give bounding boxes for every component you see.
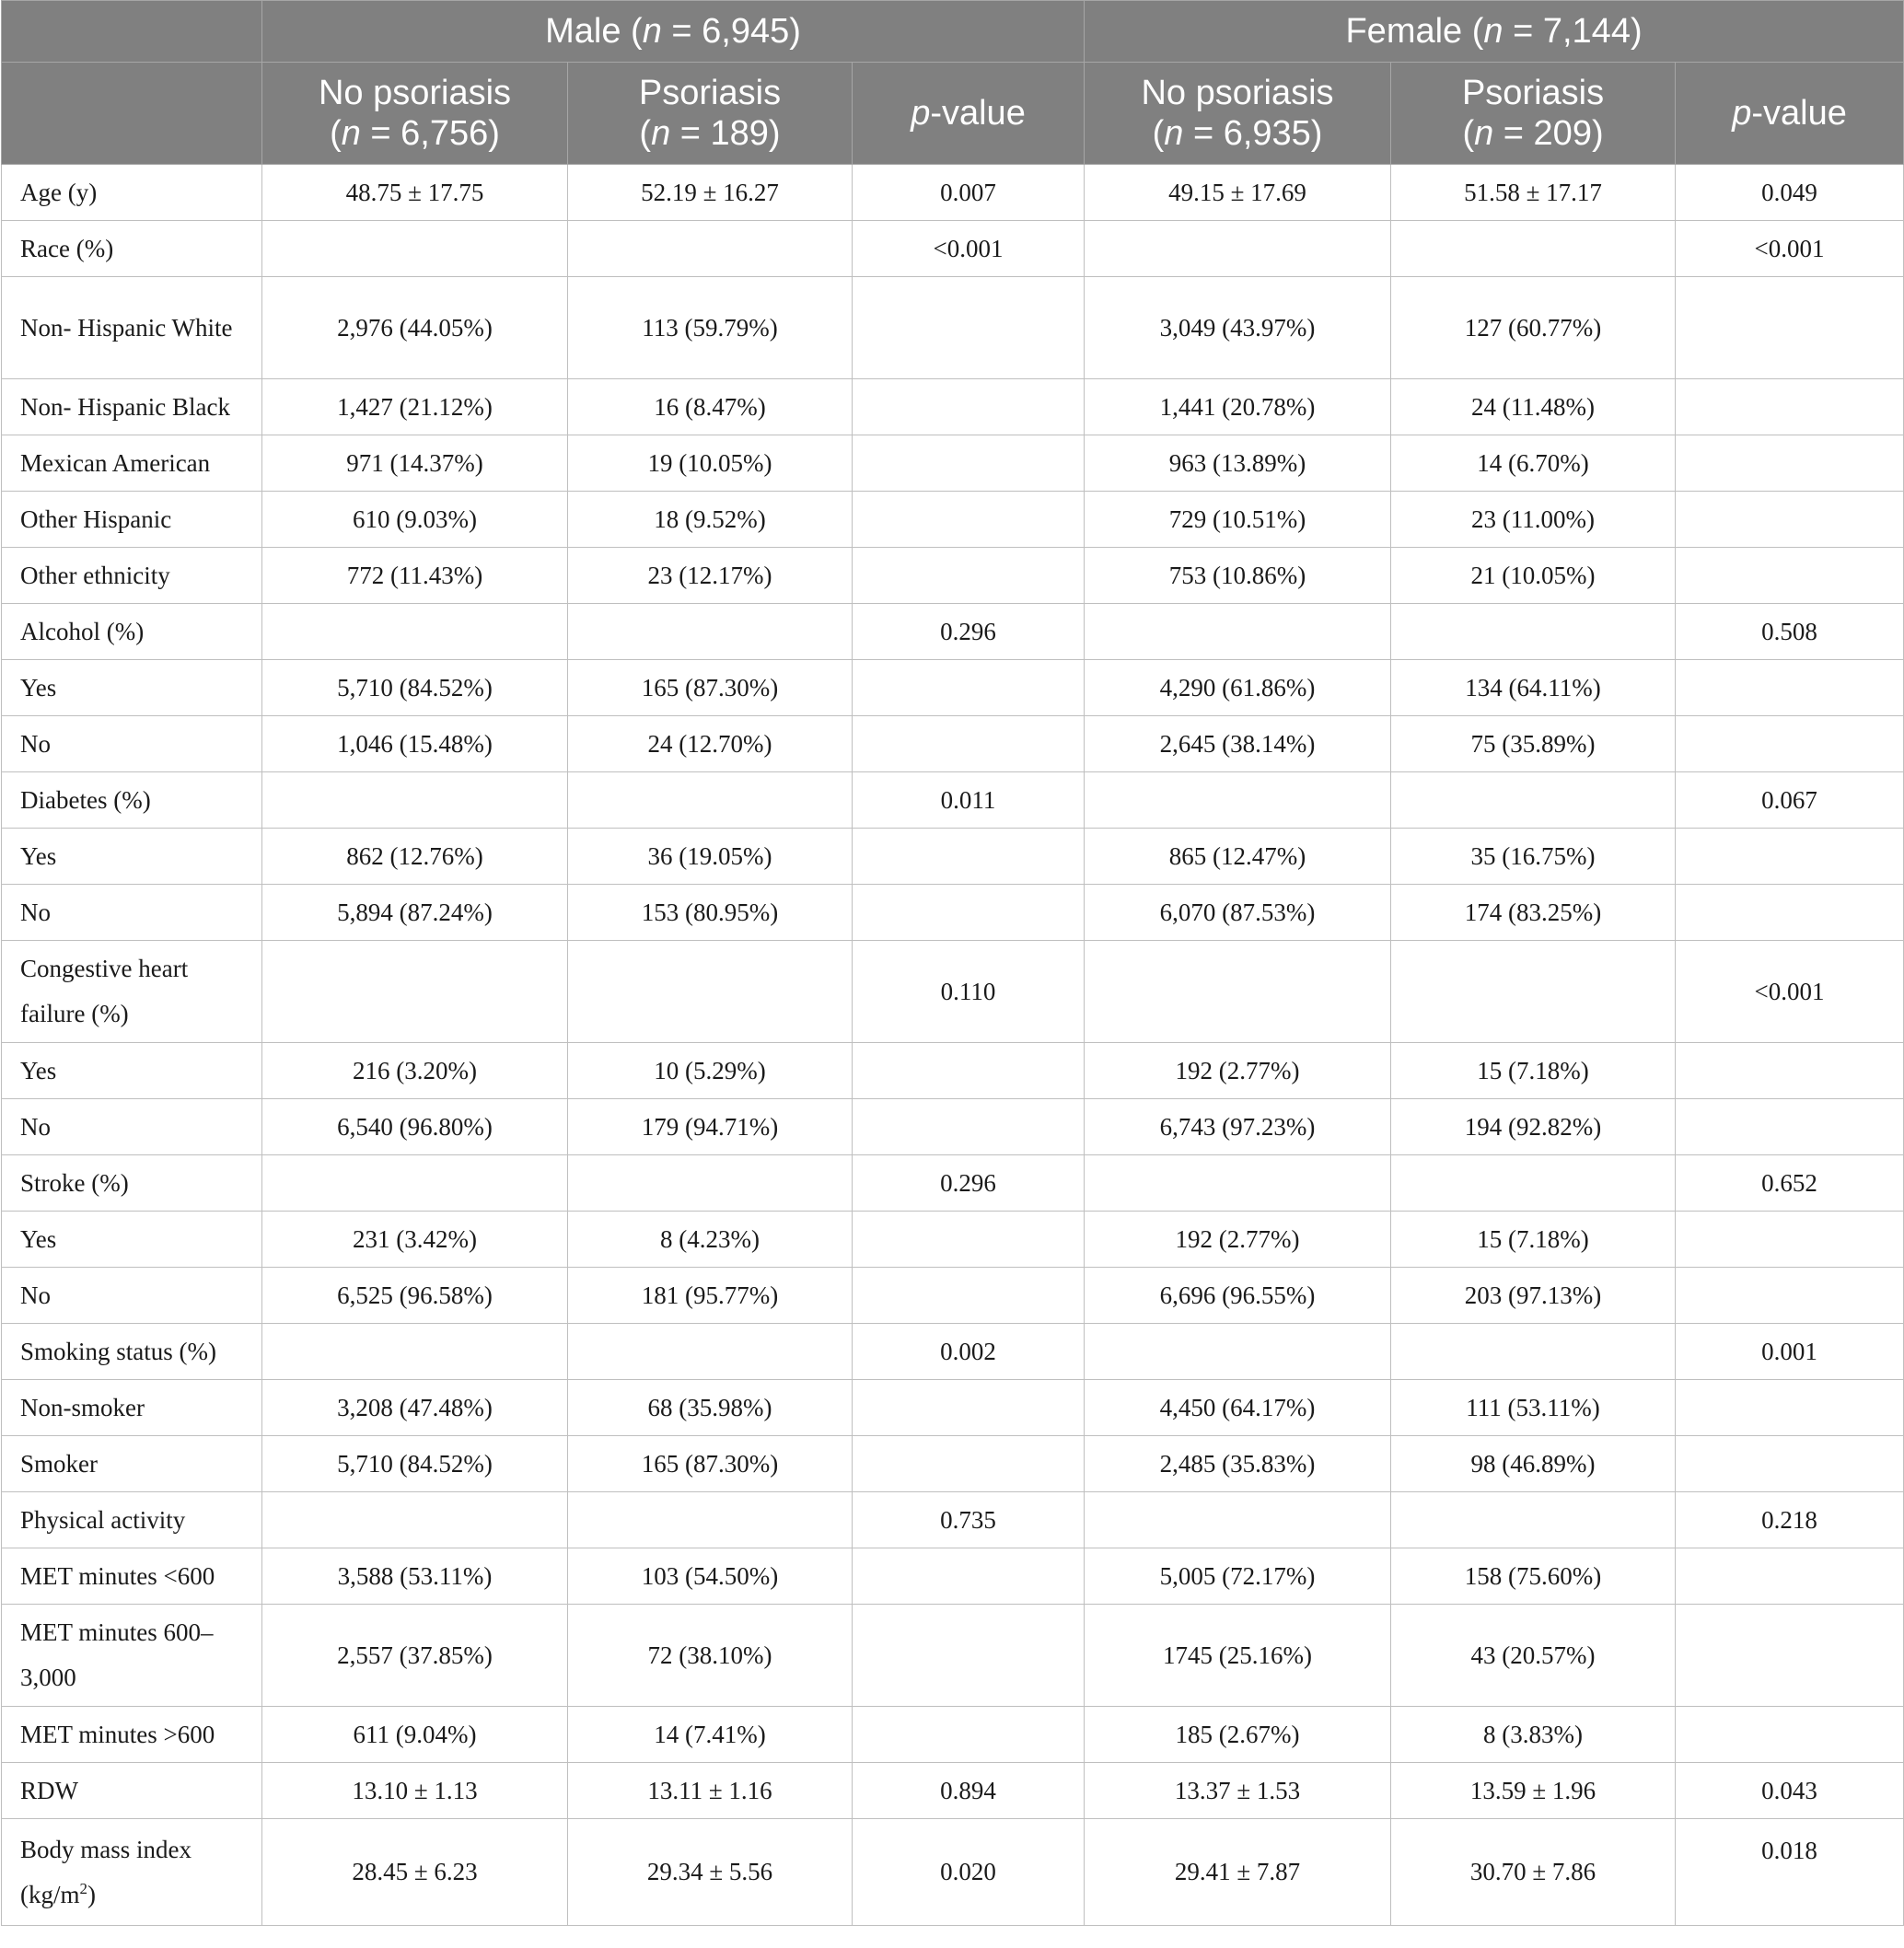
cell-male-p-value bbox=[853, 492, 1085, 548]
cell-male-psoriasis: 10 (5.29%) bbox=[568, 1043, 853, 1099]
cell-female-psoriasis: 203 (97.13%) bbox=[1391, 1268, 1676, 1324]
cell-male-p-value bbox=[853, 1707, 1085, 1763]
cell-male-psoriasis bbox=[568, 604, 853, 660]
table-row bbox=[2, 660, 1904, 716]
cell-female-psoriasis: 8 (3.83%) bbox=[1391, 1707, 1676, 1763]
cell-female-psoriasis bbox=[1391, 941, 1676, 1043]
cell-female-p-value bbox=[1676, 829, 1904, 885]
table-row bbox=[2, 1763, 1904, 1819]
cell-male-no-psoriasis: 1,046 (15.48%) bbox=[262, 716, 568, 772]
table-row bbox=[2, 885, 1904, 941]
cell-female-p-value: <0.001 bbox=[1676, 941, 1904, 1043]
cell-male-p-value bbox=[853, 1436, 1085, 1492]
cell-male-psoriasis: 181 (95.77%) bbox=[568, 1268, 853, 1324]
cell-male-no-psoriasis bbox=[262, 1324, 568, 1380]
row-label: No bbox=[2, 885, 262, 941]
cell-male-p-value bbox=[853, 716, 1085, 772]
cell-male-psoriasis: 16 (8.47%) bbox=[568, 379, 853, 435]
cell-female-no-psoriasis: 963 (13.89%) bbox=[1085, 435, 1391, 492]
cell-female-p-value: 0.218 bbox=[1676, 1492, 1904, 1548]
cell-male-no-psoriasis bbox=[262, 1155, 568, 1212]
cell-male-no-psoriasis: 611 (9.04%) bbox=[262, 1707, 568, 1763]
cell-female-psoriasis: 43 (20.57%) bbox=[1391, 1605, 1676, 1707]
row-label: Other ethnicity bbox=[2, 548, 262, 604]
cell-female-psoriasis: 134 (64.11%) bbox=[1391, 660, 1676, 716]
cell-male-p-value bbox=[853, 1212, 1085, 1268]
cell-male-psoriasis: 19 (10.05%) bbox=[568, 435, 853, 492]
table-row bbox=[2, 716, 1904, 772]
cell-female-p-value bbox=[1676, 1548, 1904, 1605]
cell-male-psoriasis: 18 (9.52%) bbox=[568, 492, 853, 548]
cell-male-psoriasis: 103 (54.50%) bbox=[568, 1548, 853, 1605]
cell-female-p-value bbox=[1676, 492, 1904, 548]
table-header bbox=[2, 1, 1904, 165]
header-male-no-psoriasis: No psoriasis (n = 6,756) bbox=[262, 63, 568, 165]
cell-female-psoriasis: 75 (35.89%) bbox=[1391, 716, 1676, 772]
cell-female-psoriasis: 194 (92.82%) bbox=[1391, 1099, 1676, 1155]
cell-female-p-value bbox=[1676, 379, 1904, 435]
header-group-male: Male (n = 6,945) bbox=[262, 1, 1085, 63]
cell-female-no-psoriasis: 192 (2.77%) bbox=[1085, 1043, 1391, 1099]
cell-female-no-psoriasis: 49.15 ± 17.69 bbox=[1085, 165, 1391, 221]
cell-male-p-value: <0.001 bbox=[853, 221, 1085, 277]
table-row bbox=[2, 221, 1904, 277]
cell-male-p-value: 0.894 bbox=[853, 1763, 1085, 1819]
table-row bbox=[2, 492, 1904, 548]
cell-female-no-psoriasis: 2,645 (38.14%) bbox=[1085, 716, 1391, 772]
cell-male-psoriasis: 68 (35.98%) bbox=[568, 1380, 853, 1436]
row-label: Non-smoker bbox=[2, 1380, 262, 1436]
table-row bbox=[2, 1043, 1904, 1099]
cell-male-p-value bbox=[853, 1380, 1085, 1436]
cell-female-no-psoriasis: 729 (10.51%) bbox=[1085, 492, 1391, 548]
header-male-psoriasis: Psoriasis (n = 189) bbox=[568, 63, 853, 165]
cell-male-p-value: 0.011 bbox=[853, 772, 1085, 829]
cell-male-p-value: 0.735 bbox=[853, 1492, 1085, 1548]
cell-female-psoriasis: 51.58 ± 17.17 bbox=[1391, 165, 1676, 221]
cell-female-psoriasis: 174 (83.25%) bbox=[1391, 885, 1676, 941]
table-row bbox=[2, 379, 1904, 435]
cell-male-no-psoriasis: 5,894 (87.24%) bbox=[262, 885, 568, 941]
row-label: Age (y) bbox=[2, 165, 262, 221]
cell-female-p-value: <0.001 bbox=[1676, 221, 1904, 277]
cell-female-p-value bbox=[1676, 1212, 1904, 1268]
table-row bbox=[2, 772, 1904, 829]
cell-female-psoriasis: 24 (11.48%) bbox=[1391, 379, 1676, 435]
row-label: No bbox=[2, 1099, 262, 1155]
row-label: RDW bbox=[2, 1763, 262, 1819]
row-label: Diabetes (%) bbox=[2, 772, 262, 829]
cell-female-no-psoriasis bbox=[1085, 1155, 1391, 1212]
table-row bbox=[2, 1268, 1904, 1324]
cell-female-p-value bbox=[1676, 1707, 1904, 1763]
row-label: Congestive heart failure (%) bbox=[2, 941, 262, 1043]
cell-male-no-psoriasis: 2,557 (37.85%) bbox=[262, 1605, 568, 1707]
row-label: Smoking status (%) bbox=[2, 1324, 262, 1380]
cell-male-p-value bbox=[853, 885, 1085, 941]
cell-male-no-psoriasis: 28.45 ± 6.23 bbox=[262, 1819, 568, 1926]
cell-male-p-value: 0.002 bbox=[853, 1324, 1085, 1380]
cell-male-p-value bbox=[853, 1605, 1085, 1707]
cell-male-p-value bbox=[853, 1099, 1085, 1155]
row-label: Yes bbox=[2, 1212, 262, 1268]
cell-female-no-psoriasis: 5,005 (72.17%) bbox=[1085, 1548, 1391, 1605]
cell-male-p-value bbox=[853, 1268, 1085, 1324]
row-label: MET minutes <600 bbox=[2, 1548, 262, 1605]
table-row-body-mass-index bbox=[2, 1819, 1904, 1926]
cell-female-p-value: 0.652 bbox=[1676, 1155, 1904, 1212]
cell-male-psoriasis: 52.19 ± 16.27 bbox=[568, 165, 853, 221]
cell-female-no-psoriasis: 1745 (25.16%) bbox=[1085, 1605, 1391, 1707]
cell-female-psoriasis bbox=[1391, 1155, 1676, 1212]
characteristics-table bbox=[1, 0, 1904, 1926]
cell-male-psoriasis: 13.11 ± 1.16 bbox=[568, 1763, 853, 1819]
cell-male-p-value: 0.007 bbox=[853, 165, 1085, 221]
header-female-psoriasis: Psoriasis (n = 209) bbox=[1391, 63, 1676, 165]
cell-female-psoriasis: 14 (6.70%) bbox=[1391, 435, 1676, 492]
row-label: MET minutes 600–3,000 bbox=[2, 1605, 262, 1707]
cell-female-p-value: 0.018 bbox=[1676, 1819, 1904, 1926]
header-blank-cell bbox=[2, 63, 262, 165]
cell-female-p-value bbox=[1676, 1268, 1904, 1324]
cell-male-no-psoriasis: 772 (11.43%) bbox=[262, 548, 568, 604]
cell-male-no-psoriasis: 5,710 (84.52%) bbox=[262, 1436, 568, 1492]
row-label: Alcohol (%) bbox=[2, 604, 262, 660]
table-row bbox=[2, 1099, 1904, 1155]
cell-female-p-value bbox=[1676, 277, 1904, 379]
cell-female-psoriasis: 158 (75.60%) bbox=[1391, 1548, 1676, 1605]
cell-female-no-psoriasis bbox=[1085, 772, 1391, 829]
cell-male-p-value: 0.296 bbox=[853, 604, 1085, 660]
header-row-subcolumns bbox=[2, 63, 1904, 165]
row-label: Non- Hispanic Black bbox=[2, 379, 262, 435]
cell-female-no-psoriasis: 192 (2.77%) bbox=[1085, 1212, 1391, 1268]
cell-male-no-psoriasis: 971 (14.37%) bbox=[262, 435, 568, 492]
cell-male-psoriasis: 36 (19.05%) bbox=[568, 829, 853, 885]
cell-male-p-value: 0.110 bbox=[853, 941, 1085, 1043]
cell-female-no-psoriasis: 753 (10.86%) bbox=[1085, 548, 1391, 604]
cell-male-psoriasis: 8 (4.23%) bbox=[568, 1212, 853, 1268]
cell-female-p-value bbox=[1676, 885, 1904, 941]
cell-female-no-psoriasis: 6,070 (87.53%) bbox=[1085, 885, 1391, 941]
cell-male-psoriasis: 179 (94.71%) bbox=[568, 1099, 853, 1155]
cell-female-psoriasis: 127 (60.77%) bbox=[1391, 277, 1676, 379]
row-label: Physical activity bbox=[2, 1492, 262, 1548]
table-row bbox=[2, 1155, 1904, 1212]
table-row bbox=[2, 1324, 1904, 1380]
cell-male-psoriasis: 153 (80.95%) bbox=[568, 885, 853, 941]
cell-male-no-psoriasis: 231 (3.42%) bbox=[262, 1212, 568, 1268]
cell-male-no-psoriasis: 3,208 (47.48%) bbox=[262, 1380, 568, 1436]
table-row bbox=[2, 1548, 1904, 1605]
cell-female-p-value: 0.067 bbox=[1676, 772, 1904, 829]
cell-female-no-psoriasis: 29.41 ± 7.87 bbox=[1085, 1819, 1391, 1926]
row-label: MET minutes >600 bbox=[2, 1707, 262, 1763]
cell-female-no-psoriasis: 3,049 (43.97%) bbox=[1085, 277, 1391, 379]
cell-female-no-psoriasis bbox=[1085, 221, 1391, 277]
cell-male-psoriasis: 165 (87.30%) bbox=[568, 1436, 853, 1492]
table-row bbox=[2, 277, 1904, 379]
cell-female-psoriasis bbox=[1391, 1324, 1676, 1380]
cell-female-psoriasis: 30.70 ± 7.86 bbox=[1391, 1819, 1676, 1926]
cell-female-no-psoriasis: 6,743 (97.23%) bbox=[1085, 1099, 1391, 1155]
cell-male-no-psoriasis: 48.75 ± 17.75 bbox=[262, 165, 568, 221]
cell-male-p-value bbox=[853, 379, 1085, 435]
row-label: Smoker bbox=[2, 1436, 262, 1492]
cell-female-no-psoriasis: 185 (2.67%) bbox=[1085, 1707, 1391, 1763]
cell-male-p-value bbox=[853, 548, 1085, 604]
cell-female-psoriasis bbox=[1391, 1492, 1676, 1548]
cell-female-p-value bbox=[1676, 716, 1904, 772]
cell-male-p-value bbox=[853, 435, 1085, 492]
row-label: Race (%) bbox=[2, 221, 262, 277]
row-label: No bbox=[2, 716, 262, 772]
cell-male-no-psoriasis: 862 (12.76%) bbox=[262, 829, 568, 885]
cell-male-psoriasis: 113 (59.79%) bbox=[568, 277, 853, 379]
cell-male-no-psoriasis: 2,976 (44.05%) bbox=[262, 277, 568, 379]
cell-female-psoriasis: 35 (16.75%) bbox=[1391, 829, 1676, 885]
cell-female-no-psoriasis bbox=[1085, 1492, 1391, 1548]
cell-male-p-value: 0.296 bbox=[853, 1155, 1085, 1212]
table-row bbox=[2, 829, 1904, 885]
cell-female-psoriasis: 15 (7.18%) bbox=[1391, 1043, 1676, 1099]
cell-female-p-value bbox=[1676, 1380, 1904, 1436]
cell-male-psoriasis bbox=[568, 1155, 853, 1212]
cell-female-psoriasis bbox=[1391, 772, 1676, 829]
cell-male-psoriasis: 72 (38.10%) bbox=[568, 1605, 853, 1707]
cell-female-p-value bbox=[1676, 1099, 1904, 1155]
cell-male-psoriasis bbox=[568, 1324, 853, 1380]
header-blank-cell bbox=[2, 1, 262, 63]
cell-male-no-psoriasis bbox=[262, 941, 568, 1043]
cell-female-p-value: 0.043 bbox=[1676, 1763, 1904, 1819]
cell-male-psoriasis: 165 (87.30%) bbox=[568, 660, 853, 716]
cell-male-no-psoriasis bbox=[262, 1492, 568, 1548]
cell-female-p-value: 0.001 bbox=[1676, 1324, 1904, 1380]
cell-male-p-value bbox=[853, 829, 1085, 885]
header-female-p-value: p-value bbox=[1676, 63, 1904, 165]
cell-female-p-value: 0.508 bbox=[1676, 604, 1904, 660]
cell-female-no-psoriasis: 1,441 (20.78%) bbox=[1085, 379, 1391, 435]
row-label: Non- Hispanic White bbox=[2, 277, 262, 379]
cell-male-no-psoriasis bbox=[262, 221, 568, 277]
row-label: Stroke (%) bbox=[2, 1155, 262, 1212]
row-label: Other Hispanic bbox=[2, 492, 262, 548]
table-row bbox=[2, 165, 1904, 221]
cell-male-p-value bbox=[853, 660, 1085, 716]
table-row bbox=[2, 548, 1904, 604]
cell-female-no-psoriasis: 865 (12.47%) bbox=[1085, 829, 1391, 885]
cell-male-no-psoriasis bbox=[262, 604, 568, 660]
cell-female-no-psoriasis: 6,696 (96.55%) bbox=[1085, 1268, 1391, 1324]
cell-female-no-psoriasis: 13.37 ± 1.53 bbox=[1085, 1763, 1391, 1819]
table-row bbox=[2, 604, 1904, 660]
cell-female-psoriasis: 13.59 ± 1.96 bbox=[1391, 1763, 1676, 1819]
table-row bbox=[2, 1212, 1904, 1268]
row-label: Body mass index $(kg/m^2)$ bbox=[2, 1819, 262, 1926]
cell-female-psoriasis: 15 (7.18%) bbox=[1391, 1212, 1676, 1268]
cell-female-psoriasis: 98 (46.89%) bbox=[1391, 1436, 1676, 1492]
cell-female-psoriasis: 21 (10.05%) bbox=[1391, 548, 1676, 604]
cell-male-no-psoriasis: 13.10 ± 1.13 bbox=[262, 1763, 568, 1819]
cell-male-psoriasis: 24 (12.70%) bbox=[568, 716, 853, 772]
cell-female-psoriasis bbox=[1391, 221, 1676, 277]
header-group-female: Female (n = 7,144) bbox=[1085, 1, 1904, 63]
cell-male-p-value bbox=[853, 1548, 1085, 1605]
cell-male-psoriasis: 23 (12.17%) bbox=[568, 548, 853, 604]
cell-female-no-psoriasis: 4,290 (61.86%) bbox=[1085, 660, 1391, 716]
header-female-no-psoriasis: No psoriasis (n = 6,935) bbox=[1085, 63, 1391, 165]
cell-male-p-value bbox=[853, 277, 1085, 379]
table-row bbox=[2, 941, 1904, 1043]
row-label: Yes bbox=[2, 1043, 262, 1099]
cell-male-psoriasis: 14 (7.41%) bbox=[568, 1707, 853, 1763]
cell-female-no-psoriasis bbox=[1085, 604, 1391, 660]
cell-male-no-psoriasis: 3,588 (53.11%) bbox=[262, 1548, 568, 1605]
cell-female-p-value bbox=[1676, 1436, 1904, 1492]
cell-male-psoriasis bbox=[568, 772, 853, 829]
cell-female-p-value bbox=[1676, 660, 1904, 716]
cell-female-p-value bbox=[1676, 548, 1904, 604]
row-label: Mexican American bbox=[2, 435, 262, 492]
table-row bbox=[2, 1605, 1904, 1707]
cell-male-no-psoriasis: 6,525 (96.58%) bbox=[262, 1268, 568, 1324]
cell-female-psoriasis: 23 (11.00%) bbox=[1391, 492, 1676, 548]
cell-female-p-value: 0.049 bbox=[1676, 165, 1904, 221]
cell-female-p-value bbox=[1676, 435, 1904, 492]
cell-male-p-value bbox=[853, 1043, 1085, 1099]
cell-female-psoriasis: 111 (53.11%) bbox=[1391, 1380, 1676, 1436]
cell-male-p-value: 0.020 bbox=[853, 1819, 1085, 1926]
cell-female-no-psoriasis bbox=[1085, 1324, 1391, 1380]
cell-male-no-psoriasis bbox=[262, 772, 568, 829]
table-row bbox=[2, 1436, 1904, 1492]
cell-female-p-value bbox=[1676, 1605, 1904, 1707]
cell-female-no-psoriasis: 2,485 (35.83%) bbox=[1085, 1436, 1391, 1492]
cell-male-psoriasis: 29.34 ± 5.56 bbox=[568, 1819, 853, 1926]
cell-female-p-value bbox=[1676, 1043, 1904, 1099]
table-row bbox=[2, 435, 1904, 492]
table-row bbox=[2, 1380, 1904, 1436]
row-label: Yes bbox=[2, 660, 262, 716]
table-row bbox=[2, 1707, 1904, 1763]
cell-female-no-psoriasis: 4,450 (64.17%) bbox=[1085, 1380, 1391, 1436]
cell-male-no-psoriasis: 610 (9.03%) bbox=[262, 492, 568, 548]
table-body bbox=[2, 165, 1904, 1926]
header-male-p-value: p-value bbox=[853, 63, 1085, 165]
cell-male-no-psoriasis: 5,710 (84.52%) bbox=[262, 660, 568, 716]
cell-male-psoriasis bbox=[568, 941, 853, 1043]
cell-male-psoriasis bbox=[568, 221, 853, 277]
table-row bbox=[2, 1492, 1904, 1548]
row-label: Yes bbox=[2, 829, 262, 885]
cell-male-no-psoriasis: 216 (3.20%) bbox=[262, 1043, 568, 1099]
row-label: No bbox=[2, 1268, 262, 1324]
cell-male-psoriasis bbox=[568, 1492, 853, 1548]
cell-male-no-psoriasis: 6,540 (96.80%) bbox=[262, 1099, 568, 1155]
cell-male-no-psoriasis: 1,427 (21.12%) bbox=[262, 379, 568, 435]
cell-female-no-psoriasis bbox=[1085, 941, 1391, 1043]
header-row-groups bbox=[2, 1, 1904, 63]
cell-female-psoriasis bbox=[1391, 604, 1676, 660]
